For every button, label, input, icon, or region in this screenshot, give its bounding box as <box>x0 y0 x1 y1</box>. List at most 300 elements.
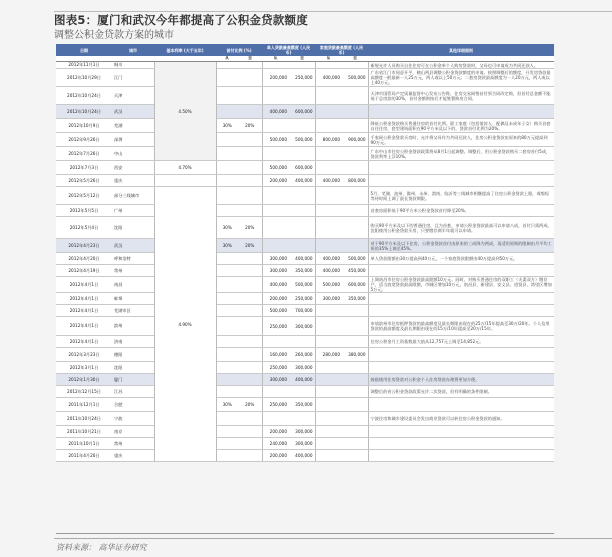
cell-city: 沈阳 <box>112 362 154 374</box>
table-row <box>56 293 554 305</box>
cell-family-to: 500,000 <box>342 69 368 87</box>
cell-down-payment-to <box>238 277 262 293</box>
cell-detail: 新规允许人员购买自住住房可在公积金单个人购房贷款时，父母也可申请成为共同还款人。 <box>368 62 554 69</box>
cell-family-from <box>315 161 342 175</box>
cell-city: 济南 <box>112 336 154 348</box>
cell-city: 南昌 <box>112 277 154 293</box>
cell-family-from <box>315 187 342 205</box>
cell-single-from <box>262 386 289 398</box>
cell-single-to <box>289 62 315 69</box>
cell-single-from: 300,000 <box>262 253 289 265</box>
table-row <box>56 253 554 265</box>
cell-down-payment-to <box>238 253 262 265</box>
sub-from: 从 <box>262 56 289 62</box>
cell-family-from: 400,000 <box>315 265 342 277</box>
cell-family-to <box>342 386 368 398</box>
cell-detail <box>368 398 554 412</box>
cell-family-to <box>342 105 368 119</box>
cell-down-payment-from: 30% <box>216 239 238 253</box>
sub-from: 从 <box>216 56 238 62</box>
cell-down-payment-from <box>216 62 238 69</box>
cell-detail <box>368 362 554 374</box>
cell-down-payment-from <box>216 305 238 317</box>
cell-family-from <box>315 317 342 336</box>
cell-city: 武汉 <box>112 105 154 119</box>
cell-detail: 宁波住房和城乡建设委员会发出商业贷款可以转住房公积金贷款的通知。 <box>368 412 554 426</box>
cell-detail: 调整后的省公积金贷款政策允许二次贷款，但有明确的条件限制。 <box>368 386 554 398</box>
table-row <box>56 317 554 336</box>
cell-detail <box>368 161 554 175</box>
cell-family-from <box>315 426 342 438</box>
cell-single-from <box>262 119 289 133</box>
page-title: 图表5：厦门和武汉今年都提高了公积金贷款额度 <box>54 13 308 27</box>
cell-detail <box>368 450 554 462</box>
cell-single-from <box>262 62 289 69</box>
cell-single-from <box>262 336 289 348</box>
cell-family-from <box>315 119 342 133</box>
cell-single-from <box>262 147 289 161</box>
cell-rate: 4.70% <box>154 161 216 175</box>
cell-date: 2012年4月1日 <box>56 336 112 348</box>
sub-from: 从 <box>315 56 342 62</box>
cell-family-from <box>315 205 342 217</box>
cell-date: 2012年4月23日 <box>56 239 112 253</box>
cell-down-payment-to <box>238 412 262 426</box>
table-row <box>56 161 554 175</box>
cell-down-payment-from <box>216 265 238 277</box>
cell-family-from <box>315 147 342 161</box>
cell-down-payment-to <box>238 147 262 161</box>
cell-date: 2011年10月21日 <box>56 426 112 438</box>
cell-down-payment-to <box>238 293 262 305</box>
cell-detail: 首套房面积低于90平方米公积金贷款首付降至20%。 <box>368 205 554 217</box>
cell-single-from: 250,000 <box>262 317 289 336</box>
cell-single-from: 200,000 <box>262 426 289 438</box>
cell-date: 2012年11月1日 <box>56 62 112 69</box>
cell-detail: 上调南昌市住房公积金贷款最高限额10万元。同时，对购买普通住房的双职工（夫妻双方）缴存户，适当放宽贷款最高限额，市城区增加10万元，南昌县、新建县、安义县、进贤县、湾里区增加5万元。 <box>368 277 554 293</box>
table-row <box>56 386 554 398</box>
cell-family-from <box>315 412 342 426</box>
cell-family-from <box>315 336 342 348</box>
cell-single-from <box>262 217 289 239</box>
source-note: 资料来源： 高华证券研究 <box>56 543 147 552</box>
cell-family-to <box>342 187 368 205</box>
cell-down-payment-from <box>216 374 238 386</box>
cell-family-to <box>342 398 368 412</box>
cell-date: 2011年4月20日 <box>56 450 112 462</box>
cell-single-to: 400,000 <box>289 253 315 265</box>
cell-family-from: 400,000 <box>315 175 342 187</box>
cell-date: 2012年7月26日 <box>56 147 112 161</box>
cell-single-from: 250,000 <box>262 362 289 374</box>
cell-family-to <box>342 217 368 239</box>
cell-detail <box>368 265 554 277</box>
cell-down-payment-from <box>216 277 238 293</box>
table-row <box>56 426 554 438</box>
table-row <box>56 133 554 147</box>
cell-single-to: 250,000 <box>289 69 315 87</box>
cell-city: 深圳 <box>112 133 154 147</box>
cell-down-payment-to: 20% <box>238 217 262 239</box>
cell-date: 2012年7月3日 <box>56 161 112 175</box>
cell-detail: 千家网公积金贷款买房时，允许将父母作为共同还款人，住房公积金贷款由原来的80万元提高到90万元。 <box>368 133 554 147</box>
cell-family-to: 350,000 <box>342 293 368 305</box>
cell-family-from: 300,000 <box>315 293 342 305</box>
col-single-max: 单人贷款最高额度 (人民币) <box>262 44 315 56</box>
cell-detail: 购买90平方米及以下的普通住房，且为首套，申请公积金贷款最高可以申请八成，首付只需两成。沈阳使用公积金贷款买房，只要缴存满半年就可以申请。 <box>368 217 554 239</box>
cell-detail: 广东中山市住房公积金贷款政策将从8月1日起调整。调整后，用公积金贷款购买二套房首付5成，贷款利率上浮10%。 <box>368 147 554 161</box>
cell-date: 2012年3月1日 <box>56 362 112 374</box>
cell-down-payment-from <box>216 386 238 398</box>
cell-single-to <box>289 217 315 239</box>
cell-down-payment-from <box>216 175 238 187</box>
cell-single-from <box>262 239 289 253</box>
cell-down-payment-from: 30% <box>216 398 238 412</box>
cell-family-to <box>342 205 368 217</box>
cell-rate <box>154 175 216 187</box>
sub-to: 至 <box>342 56 368 62</box>
cell-down-payment-from <box>216 133 238 147</box>
table-row <box>56 205 554 217</box>
cell-down-payment-from <box>216 205 238 217</box>
cell-family-from: 400,000 <box>315 253 342 265</box>
cell-city: 江门 <box>112 69 154 87</box>
cell-date: 2012年4月1日 <box>56 293 112 305</box>
cell-single-to: 400,000 <box>289 175 315 187</box>
table-row <box>56 62 554 69</box>
cell-family-from <box>315 438 342 450</box>
table-row <box>56 147 554 161</box>
cell-city: 合肥 <box>112 398 154 412</box>
cell-single-to: 350,000 <box>289 398 315 412</box>
cell-down-payment-to <box>238 205 262 217</box>
cell-city: 德阳 <box>112 348 154 362</box>
table-row <box>56 362 554 374</box>
cell-city: 重庆 <box>112 175 154 187</box>
table-header-row <box>56 44 554 56</box>
col-city: 城市 <box>112 44 154 56</box>
cell-detail <box>368 438 554 450</box>
cell-date: 2012年4月20日 <box>56 253 112 265</box>
cell-family-to <box>342 87 368 105</box>
col-down-payment: 首付比例 (%) <box>216 44 262 56</box>
cell-single-to: 350,000 <box>289 265 315 277</box>
cell-detail: 5月，芜湖、池州、滁州、永州、渭南、临沂等三线城市相继提高了住房公积金贷款上限，或缩短等待时间上调了最长贷款期限。 <box>368 187 554 205</box>
cell-down-payment-to <box>238 450 262 462</box>
cell-family-to <box>342 239 368 253</box>
cell-single-to: 500,000 <box>289 277 315 293</box>
table-row <box>56 119 554 133</box>
cell-detail: 降低公积金贷款购买普通住房的首付比例。职工家庭（包括借款人、配偶及未成年子女）购买首套自住住房，套型建筑面积在90平方米及以下的，贷款首付比例为20%。 <box>368 119 554 133</box>
cell-family-to: 450,000 <box>342 265 368 277</box>
cell-family-from: 800,000 <box>315 133 342 147</box>
cell-single-from: 300,000 <box>262 265 289 277</box>
cell-single-to <box>289 386 315 398</box>
cell-down-payment-to: 20% <box>238 239 262 253</box>
cell-single-from: 400,000 <box>262 277 289 293</box>
cell-city: 西安 <box>112 161 154 175</box>
cell-family-to: 380,000 <box>342 348 368 362</box>
cell-down-payment-to <box>238 265 262 277</box>
cell-family-to <box>342 161 368 175</box>
cell-city: 部分三线城市 <box>112 187 154 205</box>
cell-date: 2011年12月1日 <box>56 398 112 412</box>
cell-single-to <box>289 147 315 161</box>
cell-family-to: 600,000 <box>342 277 368 293</box>
cell-family-from <box>315 239 342 253</box>
cell-family-from <box>315 105 342 119</box>
cell-down-payment-to <box>238 438 262 450</box>
table-row <box>56 265 554 277</box>
table-row <box>56 277 554 293</box>
cell-city: 武汉 <box>112 239 154 253</box>
cell-single-to: 300,000 <box>289 317 315 336</box>
cell-single-from: 300,000 <box>262 374 289 386</box>
cell-single-from: 250,000 <box>262 398 289 412</box>
cell-city: 重庆 <box>112 450 154 462</box>
sub-to: 至 <box>289 56 315 62</box>
cell-family-to <box>342 119 368 133</box>
cell-city: 江苏 <box>112 386 154 398</box>
cell-single-from <box>262 412 289 426</box>
cell-detail <box>368 105 554 119</box>
cell-single-from: 200,000 <box>262 450 289 462</box>
cell-single-to <box>289 239 315 253</box>
col-date: 日期 <box>56 44 112 56</box>
cell-family-to <box>342 426 368 438</box>
table-row <box>56 175 554 187</box>
cell-down-payment-to <box>238 348 262 362</box>
cell-down-payment-to <box>238 426 262 438</box>
cell-single-to: 300,000 <box>289 438 315 450</box>
cell-down-payment-to: 20% <box>238 398 262 412</box>
cell-family-to <box>342 147 368 161</box>
cell-city: 常州 <box>112 265 154 277</box>
cell-date: 2012年10月29日 <box>56 69 112 87</box>
cell-detail <box>368 293 554 305</box>
cell-single-from: 160,000 <box>262 348 289 362</box>
cell-family-to: 500,000 <box>342 253 368 265</box>
cell-date: 2012年10月24日 <box>56 87 112 105</box>
cell-single-to: 300,000 <box>289 362 315 374</box>
cell-date: 2012年10月9日 <box>56 119 112 133</box>
cell-detail: 广东省江门市同意开平、鹤山两县调整公积金贷款额度的申请。按照调整后的额度，开发房贷款最高额度一般最新一人25万元，两人或以上50万元；二套房贷款最高额度为一人20万元，两人或以上40万元。 <box>368 69 554 87</box>
cell-city: 中山 <box>112 147 154 161</box>
cell-down-payment-from <box>216 438 238 450</box>
cell-date: 2012年1月30日 <box>56 374 112 386</box>
table-row <box>56 105 554 119</box>
cell-down-payment-to: 20% <box>238 119 262 133</box>
cell-family-from <box>315 374 342 386</box>
cell-city: 呼和浩特 <box>112 253 154 265</box>
cell-family-to <box>342 317 368 336</box>
cell-family-from: 400,000 <box>315 69 342 87</box>
cell-single-to <box>289 205 315 217</box>
cell-single-to: 600,000 <box>289 105 315 119</box>
table-row <box>56 187 554 205</box>
cell-down-payment-to <box>238 336 262 348</box>
cell-city: 芜湖 <box>112 119 154 133</box>
cell-single-from: 500,000 <box>262 305 289 317</box>
cell-single-to <box>289 87 315 105</box>
cell-family-from <box>315 386 342 398</box>
cell-down-payment-to <box>238 175 262 187</box>
cell-down-payment-to <box>238 105 262 119</box>
cell-family-from <box>315 398 342 412</box>
table-row <box>56 438 554 450</box>
cell-city: 宁波 <box>112 412 154 426</box>
cell-down-payment-from <box>216 412 238 426</box>
cell-family-to: 900,000 <box>342 133 368 147</box>
cell-down-payment-from: 30% <box>216 119 238 133</box>
cell-down-payment-from <box>216 293 238 305</box>
cell-date: 2012年4月1日 <box>56 305 112 317</box>
page-subtitle: 调整公积金贷款方案的城市 <box>54 30 174 41</box>
cell-family-from <box>315 305 342 317</box>
cell-city: 蚌埠 <box>112 293 154 305</box>
cell-single-from: 200,000 <box>262 69 289 87</box>
cell-down-payment-from <box>216 69 238 87</box>
table-row <box>56 450 554 462</box>
cell-single-to: 400,000 <box>289 450 315 462</box>
table-row <box>56 398 554 412</box>
cell-down-payment-from <box>216 253 238 265</box>
cell-date: 2012年10月24日 <box>56 105 112 119</box>
cell-city: 南京 <box>112 426 154 438</box>
cell-down-payment-to <box>238 374 262 386</box>
cell-date: 2012年4月1日 <box>56 317 112 336</box>
cell-down-payment-from <box>216 426 238 438</box>
cell-date: 2012年12月15日 <box>56 386 112 398</box>
cell-single-from <box>262 187 289 205</box>
cell-down-payment-from <box>216 161 238 175</box>
cell-family-to <box>342 362 368 374</box>
table-row <box>56 217 554 239</box>
cell-single-to: 700,000 <box>289 305 315 317</box>
cell-single-from: 200,000 <box>262 175 289 187</box>
cell-family-from: 500,000 <box>315 277 342 293</box>
cell-down-payment-to <box>238 87 262 105</box>
table-row <box>56 348 554 362</box>
cell-date: 2012年3月23日 <box>56 348 112 362</box>
cell-date: 2011年10月24日 <box>56 412 112 426</box>
cell-date: 2011年10月1日 <box>56 438 112 450</box>
cell-family-to <box>342 62 368 69</box>
cell-single-to <box>289 412 315 426</box>
loan-policy-table <box>56 44 554 462</box>
cell-city: 铜川 <box>112 62 154 69</box>
cell-down-payment-to <box>238 362 262 374</box>
cell-single-from <box>262 87 289 105</box>
cell-city: 天津 <box>112 87 154 105</box>
cell-city: 芜湖市区 <box>112 305 154 317</box>
table-row <box>56 87 554 105</box>
cell-single-to: 260,000 <box>289 348 315 362</box>
cell-city: 广州 <box>112 205 154 217</box>
cell-down-payment-to <box>238 386 262 398</box>
table-row <box>56 336 554 348</box>
cell-family-to <box>342 438 368 450</box>
cell-single-to: 600,000 <box>289 161 315 175</box>
cell-detail: 申请滨州市住房抵押贷款的最高额度及最长期限由现在的25万/15年提高至30万/20年，个人信用贷款的最高额度及最长期限由现在的15万/10年提高至20万/15年。 <box>368 317 554 336</box>
cell-detail: 鼓励使用住房贷款对公积金个人住房贷款办理将更加方便。 <box>368 374 554 386</box>
cell-single-from: 400,000 <box>262 105 289 119</box>
cell-date: 2012年4月19日 <box>56 265 112 277</box>
cell-family-from <box>315 62 342 69</box>
cell-date: 2012年5月12日 <box>56 187 112 205</box>
cell-family-from <box>315 87 342 105</box>
cell-family-from <box>315 217 342 239</box>
cell-city: 厦门 <box>112 374 154 386</box>
cell-family-to <box>342 450 368 462</box>
col-rate: 基本利率 (大于五年) <box>154 44 216 56</box>
cell-down-payment-from <box>216 147 238 161</box>
cell-down-payment-to <box>238 62 262 69</box>
cell-detail: 住房公积金月工资基数最大值从12,757元上调至14,852元。 <box>368 336 554 348</box>
cell-single-to: 400,000 <box>289 374 315 386</box>
cell-single-to <box>289 336 315 348</box>
cell-single-to: 500,000 <box>289 133 315 147</box>
cell-family-to <box>342 305 368 317</box>
cell-down-payment-from: 30% <box>216 217 238 239</box>
cell-single-from <box>262 205 289 217</box>
cell-single-from: 200,000 <box>262 293 289 305</box>
cell-single-to <box>289 187 315 205</box>
cell-family-to <box>342 336 368 348</box>
cell-down-payment-from <box>216 450 238 462</box>
cell-family-to: 800,000 <box>342 175 368 187</box>
cell-date: 2012年5月5日 <box>56 205 112 217</box>
cell-date: 2012年9月26日 <box>56 133 112 147</box>
cell-single-from: 500,000 <box>262 133 289 147</box>
cell-date: 2012年5月4日 <box>56 217 112 239</box>
cell-date: 2012年4月1日 <box>56 277 112 293</box>
table-row <box>56 412 554 426</box>
cell-single-to: 250,000 <box>289 293 315 305</box>
table-row <box>56 305 554 317</box>
cell-down-payment-from <box>216 87 238 105</box>
cell-family-to <box>342 374 368 386</box>
table-row <box>56 69 554 87</box>
cell-detail: 对于90平方米及以下住房，公积金贷款首付由原来的三成降为两成，再适用原则的限制由月平均工资的35%上调至45%。 <box>368 239 554 253</box>
cell-detail <box>368 426 554 438</box>
cell-date: 2012年5月26日 <box>56 175 112 187</box>
cell-down-payment-from <box>216 362 238 374</box>
footer-rule <box>54 538 612 539</box>
cell-detail <box>368 175 554 187</box>
cell-down-payment-from <box>216 317 238 336</box>
cell-down-payment-to <box>238 133 262 147</box>
table-row <box>56 239 554 253</box>
cell-down-payment-to <box>238 187 262 205</box>
cell-single-to: 300,000 <box>289 426 315 438</box>
cell-down-payment-to <box>238 305 262 317</box>
cell-family-from <box>315 362 342 374</box>
cell-detail <box>368 305 554 317</box>
cell-down-payment-from <box>216 187 238 205</box>
cell-down-payment-to <box>238 161 262 175</box>
cell-down-payment-from <box>216 336 238 348</box>
cell-detail: 天津市国管局产定质量监督中心发布公告称，住房交易网签首付须合同改定购，但首付总金额不能低于总房款的30%，首付金额则按后才能签署购房合同。 <box>368 87 554 105</box>
col-details: 其他详细细则 <box>368 44 554 56</box>
col-family-max: 家庭贷款最高额度 (人民币) <box>315 44 368 56</box>
cell-detail: 单人贷款限额由30万提高到40万元，一个家庭贷款限额由40万提高到50万元。 <box>368 253 554 265</box>
cell-rate: 4.90% <box>154 187 216 462</box>
cell-family-from <box>315 450 342 462</box>
cell-city: 滨州 <box>112 317 154 336</box>
cell-down-payment-to <box>238 69 262 87</box>
sub-to: 至 <box>238 56 262 62</box>
